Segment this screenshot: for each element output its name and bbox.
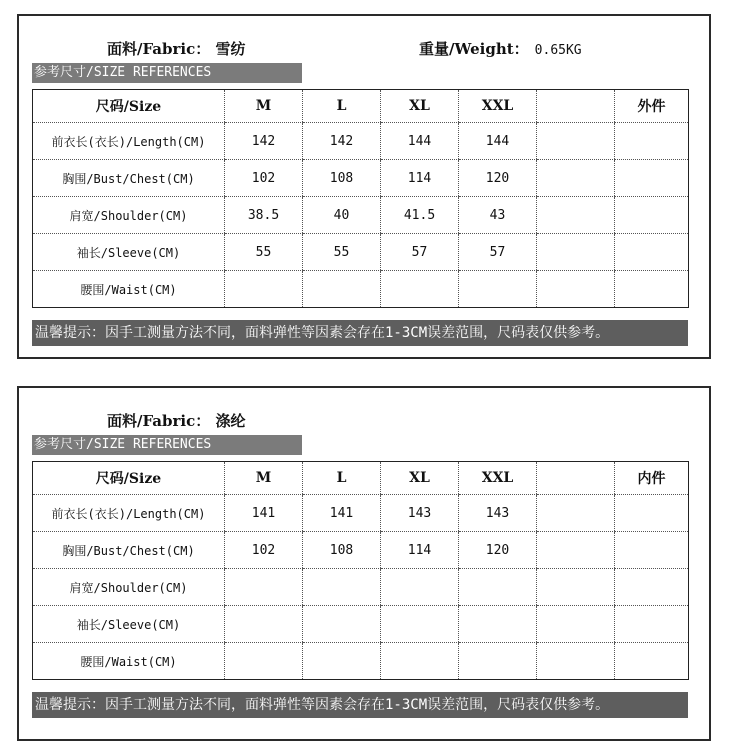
table-cell [615, 495, 689, 532]
table-cell [381, 643, 459, 680]
header-size-xl: XL [381, 462, 459, 495]
table-cell [459, 271, 537, 308]
table-cell: 108 [303, 532, 381, 569]
table-cell [459, 643, 537, 680]
weight-value: 0.65KG [534, 43, 582, 58]
header-size-xxl: XXL [459, 462, 537, 495]
table-cell [537, 643, 615, 680]
header-size-m: M [225, 462, 303, 495]
table-cell: 143 [459, 495, 537, 532]
size-references-title: 参考尺寸/SIZE REFERENCES [32, 63, 302, 83]
measurement-tip: 温馨提示：因手工测量方法不同，面料弹性等因素会存在1-3CM误差范围，尺码表仅供参考。 [32, 320, 688, 346]
table-row [33, 160, 689, 197]
table-cell [303, 569, 381, 606]
table-cell [537, 606, 615, 643]
header-size-label: 尺码/Size [33, 462, 225, 495]
table-cell [537, 197, 615, 234]
table-cell: 142 [225, 123, 303, 160]
table-cell [537, 160, 615, 197]
table-cell [537, 123, 615, 160]
header-size-l: L [303, 462, 381, 495]
table-cell: 141 [303, 495, 381, 532]
header-size-label: 尺码/Size [33, 90, 225, 123]
fabric-value: 涤纶 [215, 412, 246, 430]
table-row [33, 271, 689, 308]
table-cell: 102 [225, 160, 303, 197]
table-cell [303, 606, 381, 643]
table-cell [225, 271, 303, 308]
table-cell [615, 271, 689, 308]
table-cell [537, 495, 615, 532]
table-cell: 114 [381, 532, 459, 569]
weight-label: 重量/Weight： [419, 40, 529, 58]
table-cell [615, 123, 689, 160]
table-cell [615, 606, 689, 643]
table-cell [615, 643, 689, 680]
table-header-row [33, 90, 689, 123]
table-cell [381, 569, 459, 606]
fabric-label: 面料/Fabric： [107, 40, 211, 58]
table-header-row [33, 462, 689, 495]
size-chart-card-inner [17, 386, 711, 741]
table-cell: 142 [303, 123, 381, 160]
table-cell [615, 569, 689, 606]
table-cell: 102 [225, 532, 303, 569]
table-cell: 120 [459, 532, 537, 569]
fabric-info [107, 410, 246, 431]
table-row [33, 234, 689, 271]
table-row [33, 197, 689, 234]
size-chart-card-outer [17, 14, 711, 359]
table-cell: 144 [459, 123, 537, 160]
header-empty [537, 462, 615, 495]
header-garment-type: 外件 [615, 90, 689, 123]
table-cell [615, 160, 689, 197]
row-label: 腰围/Waist(CM) [33, 643, 225, 680]
table-row [33, 532, 689, 569]
table-row [33, 606, 689, 643]
table-cell: 40 [303, 197, 381, 234]
fabric-info [107, 38, 246, 59]
fabric-value: 雪纺 [215, 40, 246, 58]
measurement-tip: 温馨提示：因手工测量方法不同，面料弹性等因素会存在1-3CM误差范围，尺码表仅供参考。 [32, 692, 688, 718]
header-size-m: M [225, 90, 303, 123]
weight-info [419, 38, 582, 59]
table-cell: 57 [459, 234, 537, 271]
header-empty [537, 90, 615, 123]
header-size-l: L [303, 90, 381, 123]
table-cell [615, 197, 689, 234]
table-row [33, 643, 689, 680]
table-cell [381, 606, 459, 643]
table-cell [537, 234, 615, 271]
table-cell: 108 [303, 160, 381, 197]
table-cell [225, 643, 303, 680]
table-cell: 41.5 [381, 197, 459, 234]
table-cell: 55 [225, 234, 303, 271]
table-cell [225, 569, 303, 606]
table-cell [303, 271, 381, 308]
table-cell [537, 271, 615, 308]
table-cell [225, 606, 303, 643]
row-label: 肩宽/Shoulder(CM) [33, 569, 225, 606]
row-label: 肩宽/Shoulder(CM) [33, 197, 225, 234]
table-cell: 143 [381, 495, 459, 532]
table-cell [459, 569, 537, 606]
table-cell [381, 271, 459, 308]
table-cell [303, 643, 381, 680]
table-cell: 55 [303, 234, 381, 271]
header-size-xxl: XXL [459, 90, 537, 123]
table-cell: 144 [381, 123, 459, 160]
table-cell [537, 569, 615, 606]
row-label: 胸围/Bust/Chest(CM) [33, 160, 225, 197]
table-cell: 120 [459, 160, 537, 197]
row-label: 袖长/Sleeve(CM) [33, 234, 225, 271]
table-cell [615, 234, 689, 271]
row-label: 袖长/Sleeve(CM) [33, 606, 225, 643]
row-label: 前衣长(衣长)/Length(CM) [33, 495, 225, 532]
table-row [33, 569, 689, 606]
table-cell [615, 532, 689, 569]
size-table [32, 461, 689, 680]
row-label: 前衣长(衣长)/Length(CM) [33, 123, 225, 160]
header-size-xl: XL [381, 90, 459, 123]
size-table [32, 89, 689, 308]
table-row [33, 123, 689, 160]
table-cell: 57 [381, 234, 459, 271]
table-row [33, 495, 689, 532]
table-cell [537, 532, 615, 569]
header-garment-type: 内件 [615, 462, 689, 495]
table-cell: 43 [459, 197, 537, 234]
fabric-label: 面料/Fabric： [107, 412, 211, 430]
table-cell: 114 [381, 160, 459, 197]
row-label: 胸围/Bust/Chest(CM) [33, 532, 225, 569]
table-cell: 38.5 [225, 197, 303, 234]
table-cell: 141 [225, 495, 303, 532]
table-cell [459, 606, 537, 643]
size-references-title: 参考尺寸/SIZE REFERENCES [32, 435, 302, 455]
row-label: 腰围/Waist(CM) [33, 271, 225, 308]
